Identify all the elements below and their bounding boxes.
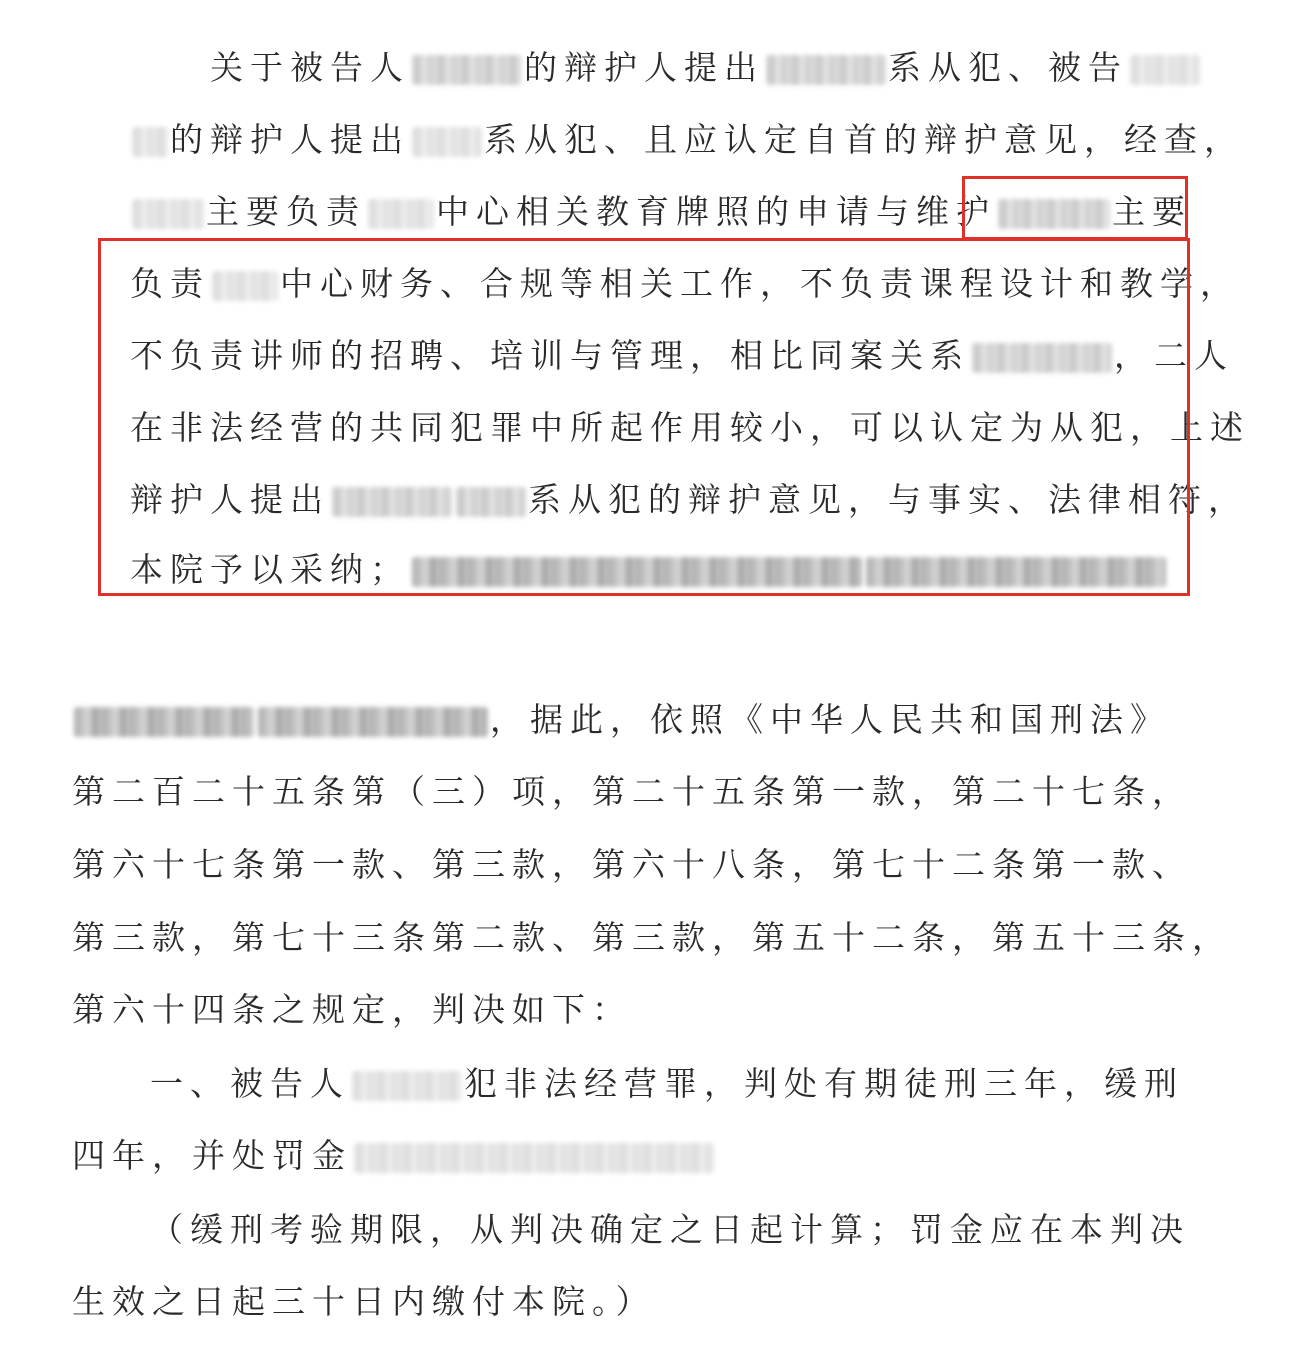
redacted-text <box>74 707 254 737</box>
text-segment: 系从犯的辩护意见，与事实、法律相符， <box>528 480 1248 519</box>
redacted-name <box>998 199 1110 229</box>
paragraph2-line2 <box>72 770 1192 814</box>
redacted-name <box>766 55 886 85</box>
paragraph1-line5 <box>130 334 1234 378</box>
redacted-name <box>132 199 204 229</box>
text-segment: 四年，并处罚金 <box>72 1136 352 1175</box>
text-segment: 第六十四条之规定，判决如下： <box>72 990 632 1029</box>
text-segment: 第六十七条第一款、第三款，第六十八条，第七十二条第一款、 <box>72 845 1192 884</box>
text-segment: 中心相关教育牌照的申请与维护 <box>436 192 996 231</box>
redacted-name <box>412 55 522 85</box>
redacted-amount <box>354 1143 714 1173</box>
paragraph1-line1 <box>210 46 1202 90</box>
text-segment: 一、被告人 <box>150 1064 350 1103</box>
text-segment: 系从犯、被告 <box>888 48 1128 87</box>
text-segment: 第三款，第七十三条第二款、第三款，第五十二条，第五十三条， <box>72 918 1232 957</box>
paragraph2-line4 <box>72 916 1232 960</box>
paragraph1-line6 <box>130 406 1250 450</box>
paragraph1-line8 <box>130 548 1168 592</box>
paragraph1-line7 <box>130 478 1248 522</box>
text-segment: 辩护人提出 <box>130 480 330 519</box>
note-line1 <box>150 1208 1190 1252</box>
redacted-name <box>132 127 168 157</box>
paragraph1-line4 <box>130 262 1240 306</box>
text-segment: 本院予以采纳； <box>130 550 410 589</box>
text-segment: 第二百二十五条第（三）项，第二十五条第一款，第二十七条， <box>72 772 1192 811</box>
redacted-text <box>258 707 488 737</box>
paragraph1-line2 <box>130 118 1244 162</box>
text-segment: 系从犯、且应认定自首的辩护意见，经查， <box>484 120 1244 159</box>
paragraph2-line3 <box>72 843 1192 887</box>
note-line2 <box>72 1280 656 1324</box>
text-segment: ，据此，依照《中华人民共和国刑法》 <box>490 700 1170 739</box>
redacted-name <box>352 1071 462 1101</box>
redacted-text <box>412 557 862 587</box>
verdict-line2 <box>72 1134 716 1178</box>
text-segment: 的辩护人提出 <box>524 48 764 87</box>
text-segment: 主要负责 <box>206 192 366 231</box>
paragraph1-line3 <box>130 190 1192 234</box>
text-segment: 在非法经营的共同犯罪中所起作用较小，可以认定为从犯，上述 <box>130 408 1250 447</box>
text-segment: 负责 <box>130 264 210 303</box>
redacted-name <box>412 127 482 157</box>
text-segment: 关于被告人 <box>210 48 410 87</box>
redacted-name <box>456 487 526 517</box>
redacted-name <box>1130 55 1200 85</box>
text-segment: 犯非法经营罪，判处有期徒刑三年，缓刑 <box>464 1064 1184 1103</box>
verdict-line1 <box>150 1062 1184 1106</box>
text-segment: （缓刑考验期限，从判决确定之日起计算；罚金应在本判决 <box>150 1210 1190 1249</box>
redacted-name <box>212 271 278 301</box>
text-segment: ，二人 <box>1114 336 1234 375</box>
text-segment: 不负责讲师的招聘、培训与管理，相比同案关系 <box>130 336 970 375</box>
text-segment: 的辩护人提出 <box>170 120 410 159</box>
redacted-name <box>368 199 434 229</box>
redacted-name <box>332 487 452 517</box>
paragraph2-line5 <box>72 988 632 1032</box>
text-segment: 主要 <box>1112 192 1192 231</box>
redacted-name <box>972 343 1112 373</box>
redacted-text <box>866 557 1166 587</box>
text-segment: 中心财务、合规等相关工作，不负责课程设计和教学， <box>280 264 1240 303</box>
paragraph2-line1 <box>72 698 1170 742</box>
text-segment: 生效之日起三十日内缴付本院。） <box>72 1282 656 1321</box>
